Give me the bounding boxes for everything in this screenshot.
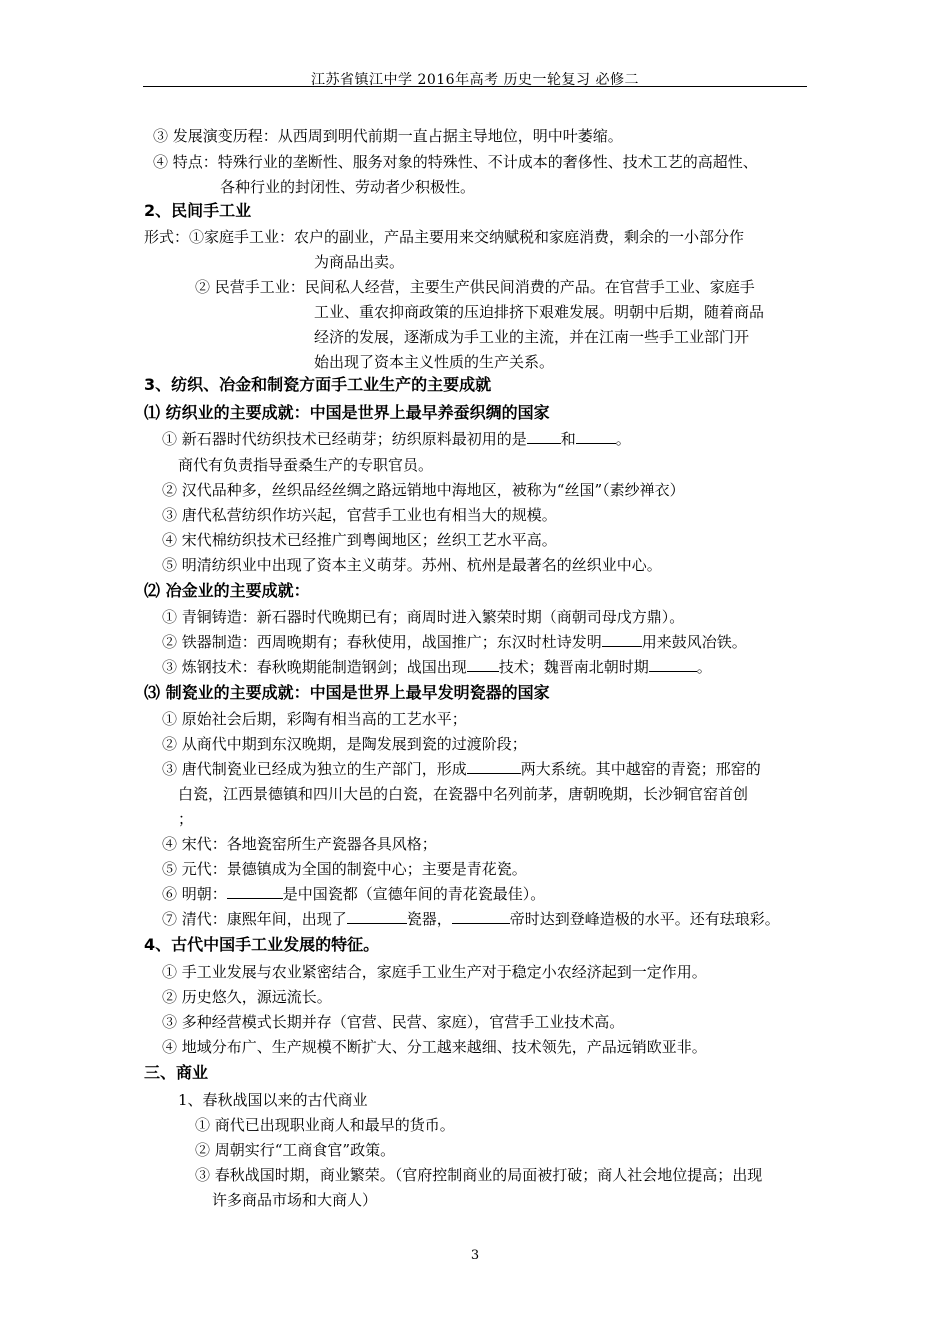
fill-blank xyxy=(347,908,407,924)
section-heading: 三、商业 xyxy=(144,1063,209,1082)
text-line: ④ 宋代：各地瓷窑所生产瓷器各具风格； xyxy=(162,835,437,853)
text-line: ③ 发展演变历程：从西周到明代前期一直占据主导地位，明中叶萎缩。 xyxy=(153,127,623,145)
text-line: 商代有负责指导蚕桑生产的专职官员。 xyxy=(178,456,434,474)
text-line: ④ 宋代棉纺织技术已经推广到粤闽地区；丝织工艺水平高。 xyxy=(162,531,557,549)
fill-blank xyxy=(227,883,283,899)
text-line: ② 从商代中期到东汉晚期，是陶发展到瓷的过渡阶段； xyxy=(162,735,527,753)
text-line xyxy=(162,883,545,905)
subsection-heading: ⑴ 纺织业的主要成就：中国是世界上最早养蚕织绸的国家 xyxy=(144,403,550,422)
section-heading: 4、古代中国手工业发展的特征。 xyxy=(144,935,380,954)
fill-blank xyxy=(602,631,642,647)
text-line: 许多商品市场和大商人） xyxy=(212,1191,378,1209)
text-line: 为商品出卖。 xyxy=(314,253,405,271)
text-line: ② 汉代品种多，丝织品经丝绸之路远销地中海地区，被称为“丝国”（素纱禅衣） xyxy=(162,481,685,499)
text-segment: 是中国瓷都（宣德年间的青花瓷最佳）。 xyxy=(282,885,546,903)
text-line: 始出现了资本主义性质的生产关系。 xyxy=(314,353,555,371)
text-segment: ① 新石器时代纺织技术已经萌芽；纺织原料最初用的是 xyxy=(162,430,527,448)
text-line: 工业、重农抑商政策的压迫排挤下艰难发展。明朝中后期，随着商品 xyxy=(314,303,765,321)
subsection-heading: ⑵ 冶金业的主要成就： xyxy=(144,581,310,600)
text-line xyxy=(162,656,712,678)
text-segment: 两大系统。其中越窑的青瓷；邢窑的 xyxy=(520,760,761,778)
fill-blank xyxy=(467,758,521,774)
text-line xyxy=(162,631,747,653)
text-segment: ⑥ 明朝： xyxy=(162,885,227,903)
text-line: 形式：①家庭手工业：农户的副业，产品主要用来交纳赋税和家庭消费，剩余的一小部分作 xyxy=(144,228,745,246)
section-heading: 2、民间手工业 xyxy=(144,201,252,220)
text-line: ； xyxy=(178,810,194,828)
text-line: ④ 特点：特殊行业的垄断性、服务对象的特殊性、不计成本的奢侈性、技术工艺的高超性、 xyxy=(153,153,758,171)
text-line: ① 青铜铸造：新石器时代晚期已有；商周时进入繁荣时期（商朝司母戊方鼎）。 xyxy=(162,608,685,626)
text-line: ② 历史悠久，源远流长。 xyxy=(162,988,332,1006)
fill-blank xyxy=(452,908,510,924)
text-segment: ③ 唐代制瓷业已经成为独立的生产部门，形成 xyxy=(162,760,467,778)
header-rule xyxy=(143,86,807,87)
text-line: ④ 地域分布广、生产规模不断扩大、分工越来越细、技术领先，产品远销欧亚非。 xyxy=(162,1038,707,1056)
text-segment: 用来鼓风冶铁。 xyxy=(641,633,747,651)
text-segment: 帝时达到登峰造极的水平。还有珐琅彩。 xyxy=(509,910,780,928)
fill-blank xyxy=(527,428,561,444)
text-line: ① 原始社会后期，彩陶有相当高的工艺水平； xyxy=(162,710,467,728)
text-segment: ② 铁器制造：西周晚期有；春秋使用，战国推广；东汉时杜诗发明 xyxy=(162,633,602,651)
text-line xyxy=(162,758,761,780)
text-line: ③ 唐代私营纺织作坊兴起，官营手工业也有相当大的规模。 xyxy=(162,506,557,524)
text-line xyxy=(162,428,631,450)
text-line: ⑤ 元代：景德镇成为全国的制瓷中心；主要是青花瓷。 xyxy=(162,860,527,878)
text-line: ⑤ 明清纺织业中出现了资本主义萌芽。苏州、杭州是最著名的丝织业中心。 xyxy=(162,556,662,574)
text-line: 1、春秋战国以来的古代商业 xyxy=(178,1091,368,1109)
page-header: 江苏省镇江中学 2016年高考 历史一轮复习 必修二 xyxy=(311,72,639,88)
text-line: 白瓷，江西景德镇和四川大邑的白瓷，在瓷器中名列前茅，唐朝晚期，长沙铜官窑首创 xyxy=(178,785,749,803)
section-heading: 3、纺织、冶金和制瓷方面手工业生产的主要成就 xyxy=(144,375,492,394)
subsection-heading: ⑶ 制瓷业的主要成就：中国是世界上最早发明瓷器的国家 xyxy=(144,683,550,702)
fill-blank xyxy=(576,428,616,444)
text-line: ② 周朝实行“工商食官”政策。 xyxy=(195,1141,396,1159)
text-segment: 瓷器， xyxy=(406,910,452,928)
text-segment: 技术；魏晋南北朝时期 xyxy=(498,658,649,676)
text-line: ③ 多种经营模式长期并存（官营、民营、家庭），官营手工业技术高。 xyxy=(162,1013,625,1031)
text-segment: ③ 炼钢技术：春秋晚期能制造钢剑；战国出现 xyxy=(162,658,467,676)
text-line xyxy=(162,908,780,930)
fill-blank xyxy=(467,656,499,672)
text-line: ① 商代已出现职业商人和最早的货币。 xyxy=(195,1116,455,1134)
text-segment: 和 xyxy=(560,430,576,448)
text-line: ② 民营手工业：民间私人经营，主要生产供民间消费的产品。在官营手工业、家庭手 xyxy=(195,278,755,296)
text-segment: 。 xyxy=(696,658,712,676)
fill-blank xyxy=(649,656,697,672)
text-line: 各种行业的封闭性、劳动者少积极性。 xyxy=(220,178,476,196)
text-line: 经济的发展，逐渐成为手工业的主流，并在江南一些手工业部门开 xyxy=(314,328,750,346)
page-number: 3 xyxy=(470,1248,480,1263)
text-segment: ⑦ 清代：康熙年间，出现了 xyxy=(162,910,347,928)
text-line: ① 手工业发展与农业紧密结合，家庭手工业生产对于稳定小农经济起到一定作用。 xyxy=(162,963,707,981)
text-line: ③ 春秋战国时期，商业繁荣。（官府控制商业的局面被打破；商人社会地位提高；出现 xyxy=(195,1166,763,1184)
text-segment: 。 xyxy=(615,430,631,448)
